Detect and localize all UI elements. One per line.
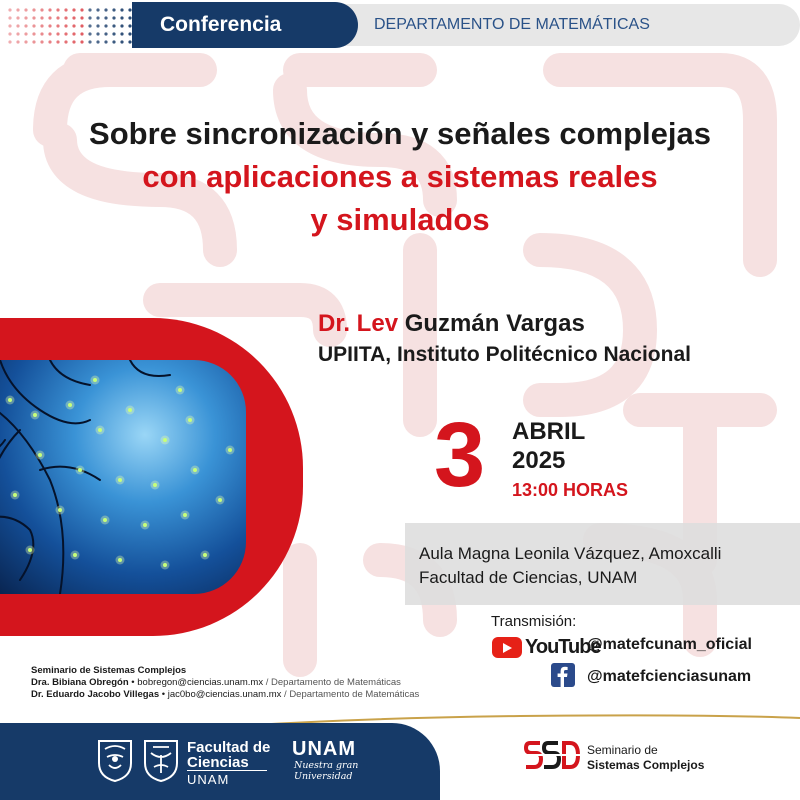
pattern-dot (56, 16, 59, 19)
firefly (193, 468, 197, 472)
pattern-dot (48, 8, 51, 11)
firefly (73, 553, 77, 557)
seminar-logo-line-1: Seminario de (587, 743, 658, 757)
pattern-dot (16, 32, 19, 35)
firefly (153, 483, 157, 487)
faculty-unam: UNAM (187, 770, 267, 787)
contact-separator: • (159, 689, 168, 700)
pattern-dot (24, 32, 27, 35)
firefly (118, 558, 122, 562)
firefly (163, 563, 167, 567)
pattern-dot (96, 24, 99, 27)
faculty-line-1: Facultad de (187, 739, 271, 756)
firefly (58, 508, 62, 512)
pattern-dot (40, 40, 43, 43)
pattern-dot (104, 24, 107, 27)
pattern-dot (120, 16, 123, 19)
seminar-name: Seminario de Sistemas Complejos (31, 665, 187, 676)
firefly (163, 438, 167, 442)
youtube-wordmark: YouTube (525, 636, 601, 658)
pattern-dot (104, 16, 107, 19)
talk-title (0, 112, 800, 241)
pattern-dot (16, 8, 19, 11)
firefly (103, 518, 107, 522)
contact-email[interactable]: bobregon@ciencias.unam.mx (137, 677, 264, 688)
firefly (188, 418, 192, 422)
seminar-logo-line-2: Sistemas Complejos (587, 758, 705, 772)
motto-line-2: Universidad (294, 771, 353, 782)
firefly (128, 408, 132, 412)
contact-department: / Departamento de Matemáticas (263, 677, 401, 688)
pattern-dot (40, 24, 43, 27)
firefly (178, 388, 182, 392)
pattern-dot (64, 8, 67, 11)
pattern-dot (40, 8, 43, 11)
firefly (13, 493, 17, 497)
unam-logo: UNAM (292, 738, 356, 760)
fireflies-photo (0, 360, 246, 594)
conference-tab: Conferencia (132, 2, 358, 48)
pattern-dot (8, 8, 11, 11)
pattern-dot (8, 24, 11, 27)
pattern-dot (80, 32, 83, 35)
pattern-dot (96, 16, 99, 19)
pattern-dot (88, 40, 91, 43)
pattern-dot (32, 40, 35, 43)
pattern-dot (64, 32, 67, 35)
contact-row (31, 689, 419, 701)
pattern-dot (104, 8, 107, 11)
pattern-dot (88, 24, 91, 27)
unam-crest-icon (95, 737, 135, 783)
pattern-dot (8, 40, 11, 43)
firefly (203, 553, 207, 557)
pattern-dot (48, 24, 51, 27)
seminar-logo-text (587, 743, 704, 773)
pattern-dot (48, 32, 51, 35)
pattern-dot (24, 24, 27, 27)
pattern-dot (16, 16, 19, 19)
dot-pattern (6, 6, 134, 48)
contact-department: / Departamento de Matemáticas (281, 689, 420, 700)
title-line-2: con aplicaciones a sistemas reales (142, 159, 658, 194)
pattern-dot (64, 24, 67, 27)
pattern-dot (80, 40, 83, 43)
pattern-dot (120, 40, 123, 43)
pattern-dot (16, 24, 19, 27)
contact-separator: • (128, 677, 138, 688)
firefly (218, 498, 222, 502)
contact-name: Dr. Eduardo Jacobo Villegas (31, 689, 160, 700)
pattern-dot (64, 16, 67, 19)
pattern-dot (48, 16, 51, 19)
speaker-name (318, 310, 585, 338)
speaker-prefix: Dr. Lev (318, 310, 399, 337)
pattern-dot (56, 8, 59, 11)
pattern-dot (112, 40, 115, 43)
pattern-dot (112, 8, 115, 11)
pattern-dot (40, 16, 43, 19)
youtube-play-icon (492, 637, 522, 658)
pattern-dot (104, 40, 107, 43)
pattern-dot (112, 32, 115, 35)
venue-line-2: Facultad de Ciencias, UNAM (419, 568, 638, 587)
pattern-dot (72, 16, 75, 19)
venue-line-1: Aula Magna Leonila Vázquez, Amoxcalli (419, 544, 722, 563)
contact-info (31, 665, 419, 701)
pattern-dot (96, 40, 99, 43)
pattern-dot (80, 8, 83, 11)
pattern-dot (88, 16, 91, 19)
firefly (143, 523, 147, 527)
contact-row (31, 677, 419, 689)
facebook-handle[interactable]: @matefcienciasunam (587, 668, 752, 685)
pattern-dot (8, 32, 11, 35)
youtube-logo[interactable] (492, 636, 601, 659)
pattern-dot (24, 40, 27, 43)
pattern-dot (56, 32, 59, 35)
pattern-dot (56, 24, 59, 27)
pattern-dot (88, 32, 91, 35)
faculty-line-2: Ciencias (187, 754, 249, 771)
pattern-dot (120, 24, 123, 27)
firefly (118, 478, 122, 482)
firefly (28, 548, 32, 552)
department-label: DEPARTAMENTO DE MATEMÁTICAS (340, 4, 800, 46)
title-line-3: y simulados (310, 202, 490, 237)
pattern-dot (72, 8, 75, 11)
faculty-crest-icon (141, 737, 181, 783)
firefly (228, 448, 232, 452)
pattern-dot (40, 32, 43, 35)
pattern-dot (88, 8, 91, 11)
event-year: 2025 (512, 447, 566, 474)
pattern-dot (112, 24, 115, 27)
firefly (33, 413, 37, 417)
pattern-dot (64, 40, 67, 43)
pattern-dot (112, 16, 115, 19)
pattern-dot (104, 32, 107, 35)
contact-email[interactable]: jac0bo@ciencias.unam.mx (167, 689, 282, 700)
pattern-dot (24, 8, 27, 11)
speaker-surname: Guzmán Vargas (404, 310, 585, 337)
seminar-logo-icon (524, 739, 580, 771)
pattern-dot (56, 40, 59, 43)
pattern-dot (72, 24, 75, 27)
streaming-label: Transmisión: (491, 613, 577, 630)
pattern-dot (96, 8, 99, 11)
firefly (98, 428, 102, 432)
event-day: 3 (434, 404, 486, 506)
pattern-dot (80, 16, 83, 19)
firefly (68, 403, 72, 407)
pattern-dot (72, 32, 75, 35)
pattern-dot (8, 16, 11, 19)
pattern-dot (24, 16, 27, 19)
contact-name: Dra. Bibiana Obregón (31, 677, 129, 688)
pattern-dot (120, 8, 123, 11)
venue-box (405, 523, 800, 605)
motto-line-1: Nuestra gran (294, 760, 359, 771)
firefly (78, 468, 82, 472)
event-month: ABRIL (512, 418, 586, 445)
pattern-dot (32, 8, 35, 11)
firefly (183, 513, 187, 517)
event-time: 13:00 HORAS (512, 480, 629, 500)
faculty-name (187, 740, 270, 770)
title-line-1: Sobre sincronización y señales complejas (89, 116, 711, 151)
pattern-dot (120, 32, 123, 35)
pattern-dot (16, 40, 19, 43)
pattern-dot (72, 40, 75, 43)
firefly (8, 398, 12, 402)
firefly (93, 378, 97, 382)
pattern-dot (80, 24, 83, 27)
pattern-dot (32, 16, 35, 19)
fireflies-illustration (0, 360, 246, 594)
firefly (38, 453, 42, 457)
pattern-dot (32, 24, 35, 27)
facebook-icon[interactable] (551, 663, 575, 687)
speaker-affiliation: UPIITA, Instituto Politécnico Nacional (318, 343, 691, 366)
pattern-dot (32, 32, 35, 35)
youtube-handle[interactable]: @matefcunam_oficial (587, 636, 752, 653)
pattern-dot (96, 32, 99, 35)
unam-motto (294, 760, 358, 782)
pattern-dot (48, 40, 51, 43)
